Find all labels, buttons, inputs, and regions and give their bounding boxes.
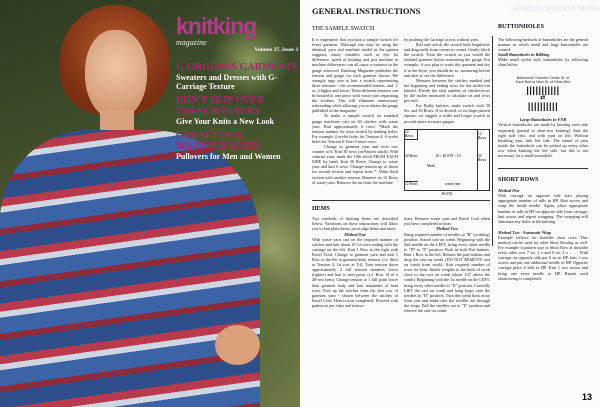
diagram-label: 10 ↑ 40 STS ↑ 10 bbox=[435, 153, 461, 158]
cover-photo-hand bbox=[215, 325, 260, 365]
swatch-text-col2 bbox=[404, 37, 490, 124]
paragraph: by pushing the Carriage across without yarn. bbox=[404, 37, 480, 42]
subheadline-3: Pullovers for Men and Women bbox=[176, 152, 281, 161]
diagram-label: 30 Rows bbox=[478, 153, 487, 162]
paragraph: Example follows for shoulder short rows. This method can be used for other Short Rowing as well. For example if pattern says to Short Row at shoulder every other row 7 sts, 1 x and 6 sts, 1 x . . . . With carriage on opposite side put 6 sts in HP, knit 1 row across and put one additional needle in HP. Opposite carriage place 6 ndls in HP. Knit 1 row across and bring one extra needle to HP. Repeat until shortrowing is completed. bbox=[498, 234, 588, 281]
diagram-label: 12 Rows bbox=[478, 131, 487, 140]
paragraph: Two methods of knitting hems are described below. Variations on these instructions will allow you to knit plain hems, picot edge hems and more. bbox=[312, 216, 398, 232]
short-rows-heading: SHORT ROWS bbox=[498, 177, 539, 184]
paragraph: Change to garment yarn and reset row counter to 0. Knit 30 rows (in Pattern stitch). With contrast yarn, mark the 10th stitch FROM EACH SIDE by hand. Knit 30 Rows. Change to waste yarn and knit 6 rows. Change tension up or down for second section and repeat from *. Make third section with another tension. Remove on 12 Rows of waste yarn. Remove the air from the machine bbox=[312, 143, 398, 185]
buttonhole-chart-bottom-needles: |||||||||| bbox=[527, 101, 559, 112]
swatch-text-col1 bbox=[312, 37, 398, 196]
paragraph: It is imperative that you knit a sample swatch for every garment. Although you may be using the identical yarn and machine model as the pattern suggests, many variables such as dye lot difference, speed of knitting and just machine to machine differences can all cause a variance in the gauge achieved. Knitking Magazine publishes the tension and gauge for each garment shown. We strongly urge you to knit a swatch representing three tensions - the recommended tension, and .1 or .2 higher and lower. These different tensions can be knitted in one piece with waste yarn separating the sections. This will eliminate unnecessary rethreading while allowing you to obtain the gauge published in the magazine. bbox=[312, 37, 398, 114]
subheadline-2: Give Your Knits a New Look bbox=[176, 117, 275, 126]
page-title: GENERAL INSTRUCTIONS bbox=[312, 6, 421, 16]
section-divider bbox=[498, 168, 588, 169]
diagram-label: 30 Rows bbox=[405, 153, 418, 158]
buttonholes-text bbox=[498, 37, 588, 68]
paragraph: Vertical buttonholes are made by knitting each side separately (partial or short-row knitting). Knit the right side first, end with yarn on left. Without breaking yarn, knit left side. The strand of yarn inside the buttonhole can be picked up every other row when knitting the left side, but this is not necessary for a small buttonhole. bbox=[498, 122, 588, 159]
headline-3: GREAT COLD WEATHER KNITS bbox=[176, 130, 262, 152]
buttonholes-text-2 bbox=[498, 117, 588, 158]
paragraph: Measure between the stitches marked and the beginning and ending rows for the inches/cm knitted. Divide the total number of stitches/rows by the inches measured to calculate sts and rows per inch. bbox=[404, 77, 490, 104]
cover-text-block bbox=[176, 14, 298, 161]
left-two-columns bbox=[312, 6, 490, 313]
transfer-arrows-icon: ⇄ bbox=[540, 95, 546, 102]
subheading: Method One bbox=[498, 188, 520, 194]
swatch-columns bbox=[312, 37, 490, 196]
magazine-logo-sub: magazine bbox=[176, 38, 207, 47]
diagram-label: 12 Rows bbox=[405, 130, 418, 140]
subheadline-1: Sweaters and Dresses with G-Carriage Texture bbox=[176, 73, 278, 91]
volume-issue: Volume 27, Issue 3 bbox=[254, 47, 298, 53]
short-rows-text bbox=[498, 188, 588, 281]
cover-photo-sweater bbox=[0, 130, 260, 407]
buttonhole-chart-top-needles: ||||||||||| bbox=[526, 85, 560, 96]
subheading: Large Buttonholes in FNR bbox=[519, 117, 567, 123]
page-number: 13 bbox=[581, 392, 592, 402]
subheading: Small Buttonholes in Ribbing bbox=[498, 52, 550, 58]
headline-2: DON'T SKIP OVER THESE WINNERS bbox=[176, 95, 265, 117]
swatch-col2 bbox=[404, 37, 490, 196]
ghost-header: GENERAL INSTRUCTIONS bbox=[510, 5, 600, 13]
hems-columns bbox=[312, 216, 490, 313]
instructions-page bbox=[300, 0, 600, 407]
subheading: Method One bbox=[344, 231, 366, 237]
subheading: Method Two - Automatic Wrap bbox=[498, 229, 552, 235]
paragraph: The following methods of buttonholes are the general manner in which small and large buttonholes are created. bbox=[498, 37, 588, 53]
swatch-heading: THE SAMPLE SWATCH bbox=[312, 26, 375, 32]
paragraph: For Bulky knitters, make swatch with 30 Sts. and 30 Rows. If so desired, or for large pattern repeats, we suggest a wider and longer swatch to provide more accurate gauges. bbox=[404, 103, 490, 124]
paragraph: Pull and stretch the swatch both lengthwise and diagonally from corner to corner. Gently block the swatch. Treat the swatch as you would the finished garment before measuring the gauge. For example, if you plan to wash this garment and dry it in the dryer, you should do so, measuring before and after to see the difference. bbox=[404, 42, 490, 78]
subheading: Method Two bbox=[436, 226, 458, 232]
swatch-diagram bbox=[404, 129, 490, 191]
paragraph: tions. Remove waste yarn and Ravel Cord when you have completed section. bbox=[404, 216, 490, 227]
right-column bbox=[498, 24, 588, 281]
magazine-logo: knitking bbox=[176, 13, 257, 39]
hems-text-col2 bbox=[404, 216, 490, 313]
paragraph: With waste yarn cast on the required number of stitches and knit about 10-12 rows ending with the carriage on the left. Knit 1 Row to the right with Ravel Cord. Change to garment yarn and knit 1 Row to the left at garment body tension. (i.e. Skirt at Tension 4, 1st row at T4). Turn tension down approximately 2 full tension numbers lower (tighter) and knit to mid point. (i.e. Row 14 of a 28-row hem). Change tension to 1 full point lower than garment body and knit remainder of hem rows. Pick up the stitches from the first row of garment yarn - shown between the stitches of Ravel Cord. Hem is now completed. Proceed with pattern as per chart and instruc- bbox=[312, 236, 398, 308]
diagram-label: 12 Rows bbox=[405, 181, 418, 186]
diagram-label: waste yarn bbox=[445, 181, 461, 186]
headline-1: G-ORGEOUS GARMENTS bbox=[176, 62, 298, 73]
paragraph: Make small eyelet style buttonholes by following chart below. bbox=[498, 57, 588, 68]
diagram-label: 60 STS bbox=[441, 191, 453, 196]
paragraph: To make a sample swatch on standard gauge machines cast on 60 stitches with waste yarn. Knit approximately 6 rows. *Mark the tension number for your swatch by making holes. For example 4 eyelet holes for Tension 4, 6 eyelet holes for Tension 6. Knit 6 more rows. bbox=[312, 113, 398, 144]
hems-heading: HEMS bbox=[312, 206, 330, 213]
column-divider bbox=[492, 36, 493, 246]
hems-text-col1 bbox=[312, 216, 398, 313]
paragraph: Bring required number of needles to "B" (working) position. Attach cast-on comb. Beginning with the 2nd needle on the LEFT, bring every other needle to "D" or "E" position. Push in both Part buttons. Knit 1 Row to the left. Release the part buttons and drop the cast-on comb. (DO NOT REMOVE cast on comb from work). Knit required number of rows for hem. Attach weights to the back of work close to the cast on comb (about 1/4" above the comb). Beginning with the 1st needle on the LEFT, bring every other needle to "D" position. Carefully LIFT the cast on comb and hang loops onto the needles in "D" position. Turn the comb back away from you and make sure the needles are through the loops. Pull the needles out to "E" position and remove the cast-on comb. bbox=[404, 231, 490, 313]
cover-photo-face bbox=[85, 30, 147, 120]
diagram-label: Mark bbox=[427, 163, 435, 168]
buttonholes-heading: BUTTONHOLES bbox=[498, 24, 544, 30]
diagram-right-col bbox=[477, 130, 490, 191]
buttonhole-chart-label: Buttonhole Transfer Center St. of Each Bed to Next St. of Other Bed bbox=[515, 75, 571, 84]
paragraph: With carriage on opposite side start placing appropriate number of ndls in HP. Knit across and wrap the inside needle. Again, place appropriate number of ndls in HP on opposite side from carriage, knit across and repeat wrapping. The wrapping will eliminate any holes in the knitting. bbox=[498, 193, 588, 224]
section-divider bbox=[312, 200, 490, 202]
